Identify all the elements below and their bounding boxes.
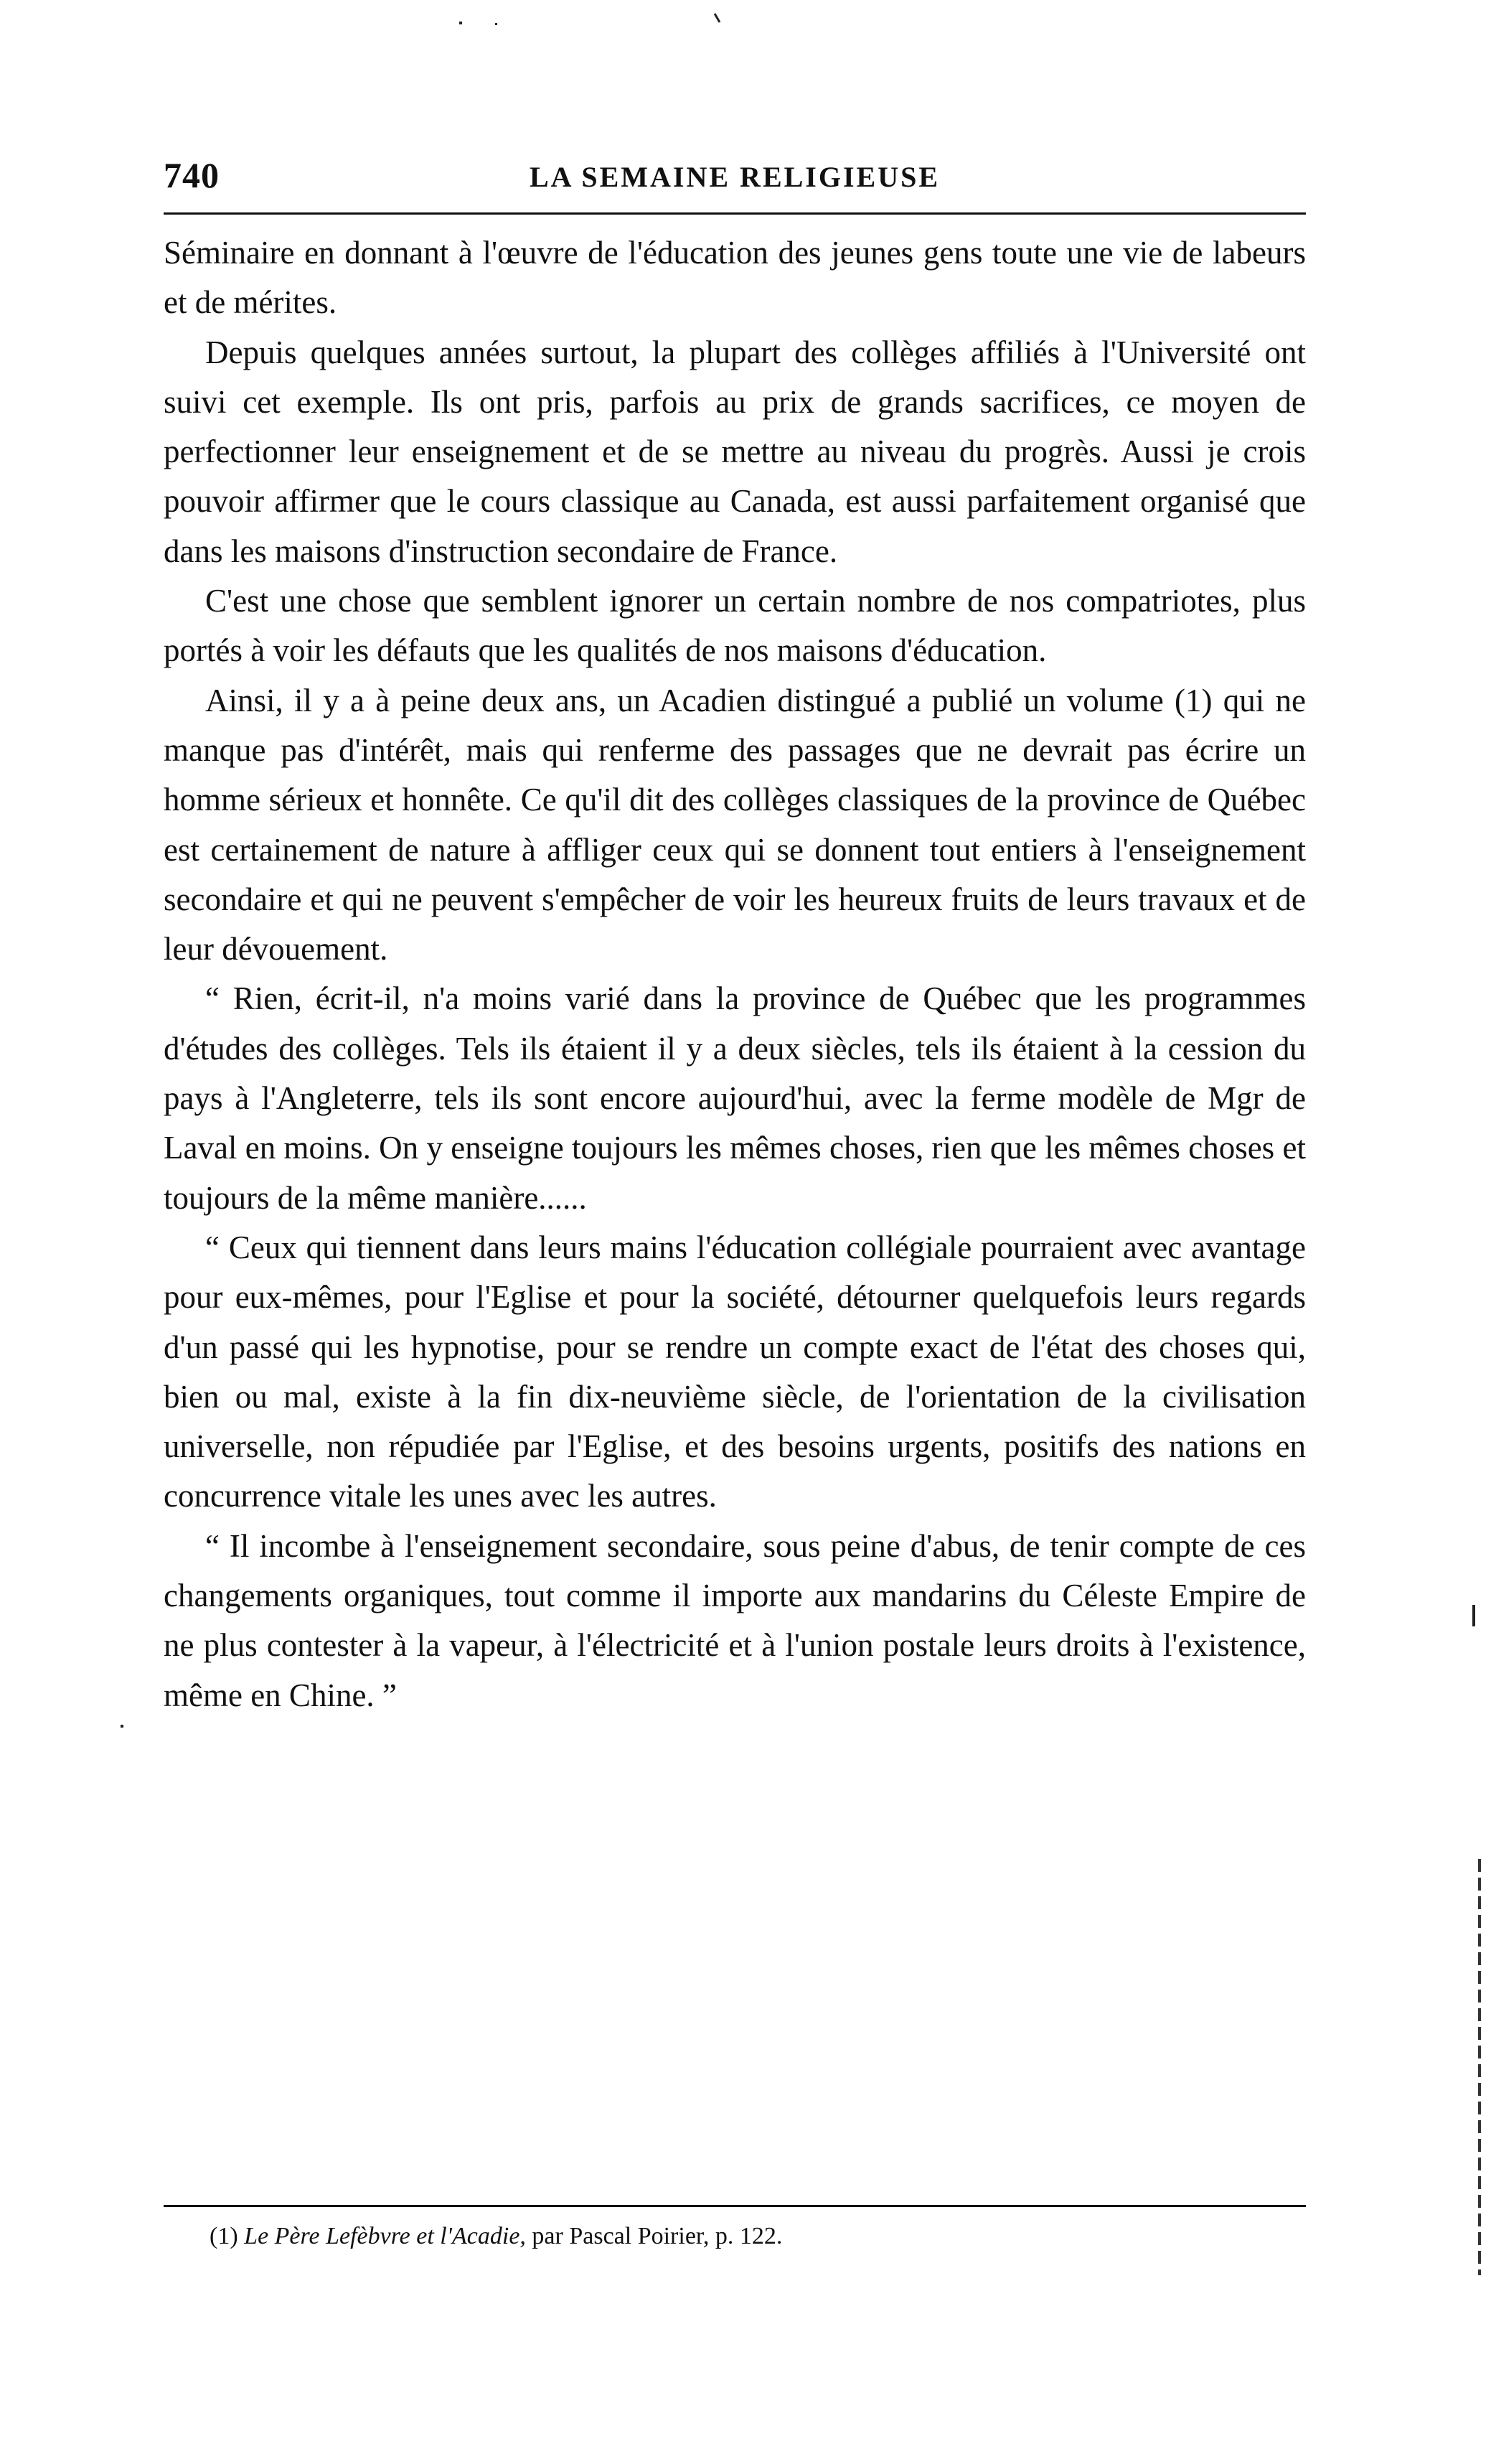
running-title: LA SEMAINE RELIGIEUSE — [530, 161, 941, 193]
page-number: 740 — [164, 155, 220, 195]
footnote-rule — [164, 2205, 1306, 2207]
footnote-marker: (1) — [210, 2223, 238, 2249]
scan-edge-mark — [1478, 1859, 1481, 2275]
quote-paragraph: “ Ceux qui tiennent dans leurs mains l'éducation collégiale pourraient avec avantage pour eux-mêmes, pour l'Eglise et pour la société, détourner quelquefois leurs regards d'un passé qui les hypnotise, pour se rendre un compte exact de l'état des choses qui, bien ou mal, existe à la fin dix-neuvième siècle, de l'orientation de la civilisation universelle, non répudiée par l'Eglise, et des besoins urgents, positifs des nations en concurrence vitale les unes avec les autres. — [164, 1229, 1306, 1514]
paragraph: Depuis quelques années surtout, la plupart des collèges affiliés à l'Université ont suivi cet exemple. Ils ont pris, parfois au prix de grands sacrifices, ce moyen de perfectionner leur enseignement et de se mettre au niveau du progrès. Aussi je crois pouvoir affirmer que le cours classique au Canada, est aussi parfaitement organisé que dans les maisons d'instruction secondaire de France. — [164, 334, 1306, 569]
header-rule — [164, 212, 1306, 215]
quote-paragraph: “ Rien, écrit-il, n'a moins varié dans la province de Québec que les programmes d'études des collèges. Tels ils étaient il y a deux siècles, tels ils étaient à la cession du pays à l'Angleterre, tels ils sont encore aujourd'hui, avec la ferme modèle de Mgr de Laval en moins. On y enseigne toujours les mêmes choses, rien que les mêmes choses et toujours de la même manière...... — [164, 980, 1306, 1216]
scan-speck — [459, 22, 462, 24]
footnote-citation: par Pascal Poirier, p. 122. — [525, 2223, 783, 2249]
body-text — [164, 228, 1306, 1720]
paragraph: Séminaire en donnant à l'œuvre de l'éducation des jeunes gens toute une vie de labeurs et de mérites. — [164, 235, 1306, 321]
scan-speck — [1472, 1605, 1475, 1626]
scan-speck — [714, 13, 721, 23]
scan-speck — [495, 23, 497, 25]
footnote-book-title: Le Père Lefèbvre et l'Acadie, — [244, 2223, 526, 2249]
quote-paragraph: “ Il incombe à l'enseignement secondaire, sous peine d'abus, de tenir compte de ces changements organiques, tout comme il importe aux mandarins du Céleste Empire de ne plus contester à la vapeur, à l'électricité et à l'union postale leurs droits à l'existence, même en Chine. ” — [164, 1527, 1306, 1713]
paragraph: C'est une chose que semblent ignorer un certain nombre de nos compatriotes, plus portés à voir les défauts que les qualités de nos maisons d'éducation. — [164, 583, 1306, 669]
footnote — [210, 2219, 782, 2254]
running-header — [164, 154, 1304, 197]
scan-speck — [121, 1725, 123, 1728]
paragraph: Ainsi, il y a à peine deux ans, un Acadien distingué a publié un volume (1) qui ne manque pas d'intérêt, mais qui renferme des passages que ne devrait pas écrire un homme sérieux et honnête. Ce qu'il dit des collèges classiques de la province de Québec est certainement de nature à affliger ceux qui se donnent tout entiers à l'enseignement secondaire et qui ne peuvent s'empêcher de voir les heureux fruits de leurs travaux et de leur dévouement. — [164, 682, 1306, 968]
